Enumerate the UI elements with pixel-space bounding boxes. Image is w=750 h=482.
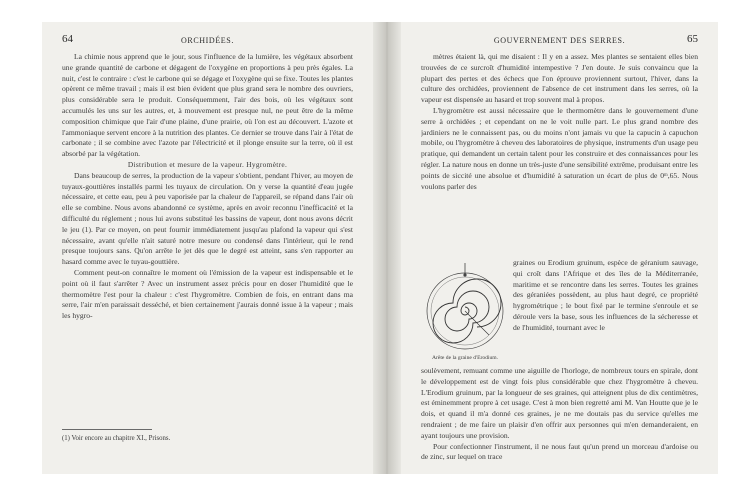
left-body: [62, 52, 353, 322]
book-gutter: [373, 22, 401, 474]
right-body-bottom: [421, 366, 698, 466]
right-page: [401, 22, 718, 474]
left-paragraph-2: Dans beaucoup de serres, la production de la vapeur s'obtient, pendant l'hiver, au moyen de tuyaux-gouttières installés parmi les tuyaux de circulation. On y verse la quantité d'eau jugée nécessaire, et cette eau, peu à peu vaporisée par la chaleur de l'appareil, se répand dans l'air où elle se combine. Nous avons abandonné ce système, après en avoir reconnu l'inefficacité et la difficulté du réglement ; nous lui avons substitué les bassins de vapeur, dont nous avons décrit le jeu (1). Par ce moyen, on peut fournir immédiatement jusqu'au plafond la vapeur qui s'est nécessaire, avant qu'elle n'ait saturé notre mesure ou condensé dans l'intérieur, qui le rend presque toujours sans. Qu'on arrête le jet dès que le degré est atteint, sans s'en rapporter au hasard comme avec le tuyau-gouttière.: [62, 170, 353, 267]
footnote-rule: [62, 429, 152, 430]
right-paragraph-4: Pour confectionner l'instrument, il ne nous faut qu'un prend un morceau d'ardoise ou de zinc, sur lequel on trace: [421, 441, 698, 462]
right-paragraph-1: mètres étaient là, qui me disaient : Il y en a assez. Mes plantes se sentaient elles bien trouvées de ce surcroît d'humidité intempestive ? J'en doute. Je suis convaincu que la plupart des pertes et des échecs que l'on éprouve proviennent surtout, l'hiver, dans la culture des orchidées, proviennent de l'absence de cet instrument dans les serres, où la vapeur est dispensée au hasard et trop souvent mal à propos.: [421, 52, 698, 105]
right-paragraph-3: soulèvement, remuant comme une aiguille de l'horloge, de nombreux tours en spirale, dont le développement est de vingt fois plus considérable que chez l'hygromètre à cheveu. L'Erodium gruinum, par la longueur de ses graines, qui atteignent plus de dix centimètres, est éminemment propre à cet usage. C'est à mon bien regretté ami M. Van Houtte que je le dois, et quand il m'a donné ces graines, je ne me doutais pas du service qu'elles me rendraient ; de me faire un plaisir d'en offrir aux personnes qui m'en demanderaient, en ayant toujours une provision.: [421, 366, 698, 440]
figure-caption: Arête de la graine d'Erodium.: [431, 355, 499, 361]
right-page-number: 65: [687, 33, 698, 45]
right-paragraph-2: L'hygromètre est aussi nécessaire que le thermomètre dans le gouvernement d'une serre à orchidées ; et cependant on ne le voit nulle part. Le plus grand nombre des jardiniers ne le connaissent pas, ou du moins n'ont jamais vu que la capucin à capuchon mobile, ou l'hygromètre à cheveu des laboratoires de physique, instruments d'un usage peu pratique, qui demandent un certain talent pour les construire et des connaissances pour les régler. La nature nous en donne un très-juste d'une sensibilité extrême, produisant entre les points de siccité une absolue et d'humidité à saturation un écart de plus de 0ᵐ,65. Nous voulons parler des: [421, 105, 698, 191]
left-running-head: [62, 33, 353, 50]
footnote: (1) Voir encore au chapitre XI., Prisons.: [62, 435, 171, 442]
figure-wrap-text: [513, 258, 698, 364]
book-spread: [42, 22, 718, 474]
left-page-number: 64: [62, 33, 73, 45]
right-running-title: GOUVERNEMENT DES SERRES.: [493, 36, 626, 45]
erodium-hygrometer-figure: [421, 261, 509, 361]
left-paragraph-1: La chimie nous apprend que le jour, sous l'influence de la lumière, les végétaux absorbent une grande quantité de carbone et dégagent de l'oxygène en proportions à peu près égales. La nuit, c'est le contraire : c'est le carbone qui se dégage et l'oxygène qui se fixe. Toutes les plantes opèrent ce même travail ; mais il est bien évident que plus grand sera le nombre des ouvriers, plus considérable sera le produit. Conséquemment, l'air des bois, où les végétaux sont accumulés les uns sur les autres, et, à mouvement est presque nul, ne peut être de la même composition chimique que l'air d'une plaine, d'une prairie, où l'on est au découvert. L'azote et l'ammoniaque servent encore à la nutrition des plantes. Ce dernier se trouve dans l'air à l'état de carbonate ; il se combine avec l'azote par l'électricité et il plonge ensuite sur la terre, où il est absorbé par la végétation.: [62, 52, 353, 159]
left-paragraph-3: Comment peut-on connaître le moment où l'émission de la vapeur est indispensable et le point où il faut s'arrêter ? Avec un instrument assez précis pour en doser l'humidité que le thermomètre l'est pour la chaleur : c'est l'hygromètre. Combien de fois, en entrant dans ma serre, l'air m'en paraissait desséché, et bien certainement j'aurais donné issue à la vapeur ; mais les hygro-: [62, 267, 353, 321]
section-title: Distribution et mesure de la vapeur. Hygromètre.: [127, 159, 288, 169]
left-running-title: ORCHIDÉES.: [181, 36, 234, 45]
right-running-head: [421, 33, 698, 50]
spiral-awn-illustration: [421, 261, 509, 353]
left-page: [42, 22, 373, 474]
wrap-paragraph: graines ou Erodium gruinum, espèce de géranium sauvage, qui croît dans l'Afrique et des îles de la Méditerranée, maritime et se rencontre dans les serres. Toutes les graines des géraniées possèdent, au plus haut degré, ce propriété hygrométrique ; le bout fixé par le termine s'enroule et se déroule vers la base, sous les influences de la sécheresse et de l'humidité, tournant avec le: [513, 258, 698, 332]
right-body-top: [421, 52, 698, 224]
